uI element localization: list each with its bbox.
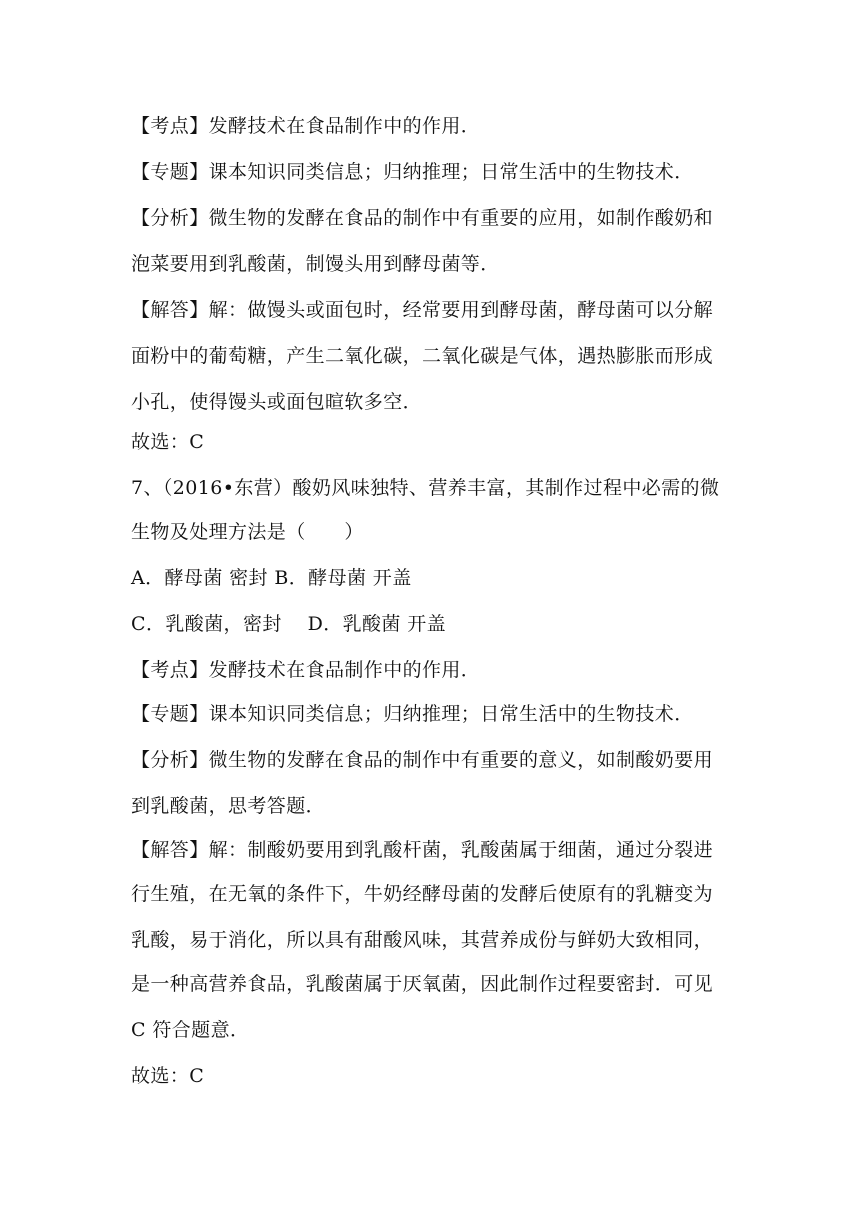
jieda-line-2d: 是一种高营养食品，乳酸菌属于厌氧菌，因此制作过程要密封．可见	[131, 973, 714, 995]
jieda-line-1c: 小孔，使得馒头或面包暄软多空．	[131, 391, 423, 413]
question-7-line-b: 生物及处理方法是（ ）	[131, 521, 364, 543]
jieda-line-1b: 面粉中的葡萄糖，产生二氧化碳，二氧化碳是气体，遇热膨胀而形成	[131, 345, 714, 367]
fenxi-line-1a: 【分析】微生物的发酵在食品的制作中有重要的应用，如制作酸奶和	[131, 207, 714, 229]
answer-line-1: 故选：C	[131, 431, 205, 453]
zhuanti-line-2: 【专题】课本知识同类信息；归纳推理；日常生活中的生物技术．	[131, 703, 694, 725]
jieda-line-2c: 乳酸，易于消化，所以具有甜酸风味，其营养成份与鲜奶大致相同，	[131, 929, 714, 951]
kaodian-line-1: 【考点】发酵技术在食品制作中的作用．	[131, 115, 481, 137]
jieda-line-2a: 【解答】解：制酸奶要用到乳酸杆菌，乳酸菌属于细菌，通过分裂进	[131, 839, 714, 861]
fenxi-line-2a: 【分析】微生物的发酵在食品的制作中有重要的意义，如制酸奶要用	[131, 749, 714, 771]
question-7-line-a: 7、（2016•东营）酸奶风味独特、营养丰富，其制作过程中必需的微	[131, 477, 720, 499]
jieda-line-1a: 【解答】解：做馒头或面包时，经常要用到酵母菌，酵母菌可以分解	[131, 299, 714, 321]
jieda-line-2e: C 符合题意．	[131, 1019, 250, 1041]
jieda-line-2b: 行生殖，在无氧的条件下，牛奶经酵母菌的发酵后使原有的乳糖变为	[131, 883, 714, 905]
options-ab: A．酵母菌 密封 B．酵母菌 开盖	[131, 567, 412, 589]
kaodian-line-2: 【考点】发酵技术在食品制作中的作用．	[131, 659, 481, 681]
options-cd: C．乳酸菌，密封 D．乳酸菌 开盖	[131, 613, 447, 635]
zhuanti-line-1: 【专题】课本知识同类信息；归纳推理；日常生活中的生物技术．	[131, 161, 694, 183]
fenxi-line-1b: 泡菜要用到乳酸菌，制馒头用到酵母菌等．	[131, 253, 500, 275]
answer-line-2: 故选：C	[131, 1065, 205, 1087]
fenxi-line-2b: 到乳酸菌，思考答题．	[131, 795, 326, 817]
